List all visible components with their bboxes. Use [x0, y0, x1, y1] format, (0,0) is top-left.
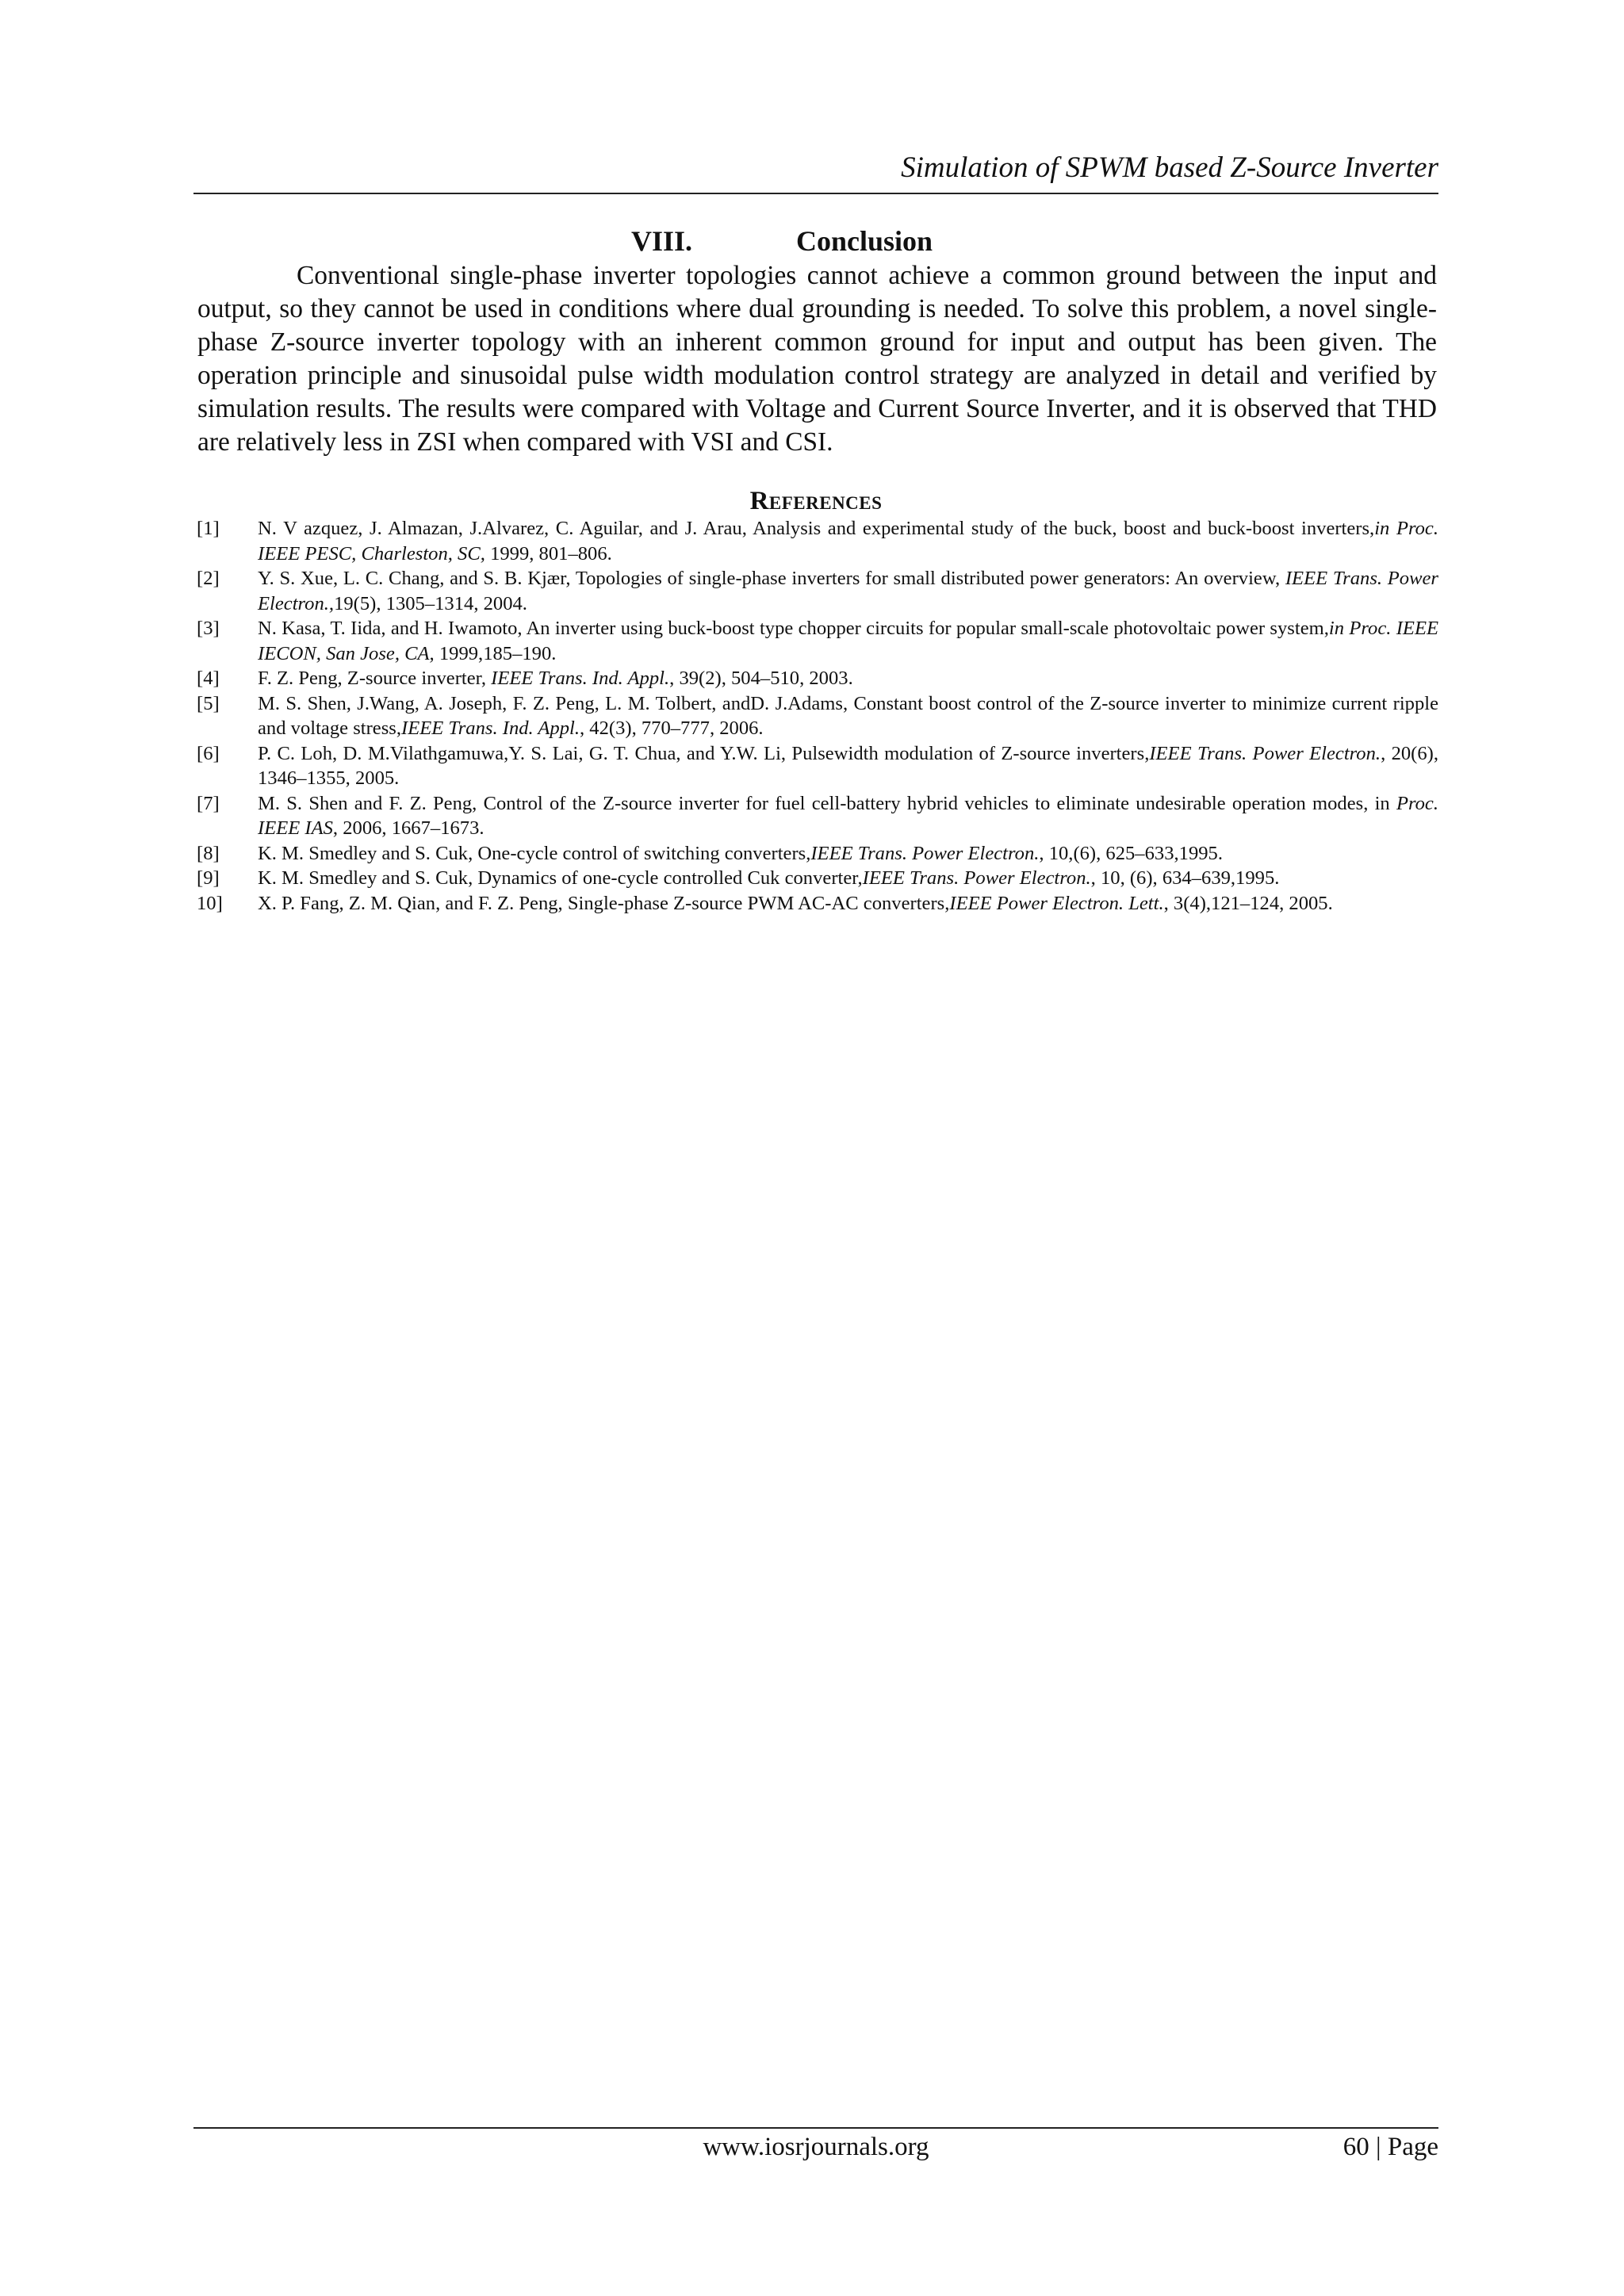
reference-venue: IEEE Trans. Power Electron. [810, 842, 1040, 864]
footer-website: www.iosrjournals.org [703, 2133, 929, 2161]
header-rule [193, 193, 1438, 194]
reference-venue: Proc. IEEE IAS [258, 792, 1438, 839]
conclusion-paragraph: Conventional single-phase inverter topologies cannot achieve a common ground between the input and output, so they cannot be used in conditions where dual grounding is needed. To solve this problem, a novel single-phase Z-source inverter topology with an inherent common ground for input and output has been given. The operation principle and sinusoidal pulse width modulation control strategy are analyzed in detail and verified by simulation results. The results were compared with Voltage and Current Source Inverter, and it is observed that THD are relatively less in ZSI when compared with VSI and CSI. [197, 261, 1437, 457]
reference-text: F. Z. Peng, Z-source inverter, [258, 668, 492, 689]
running-header: Simulation of SPWM based Z-Source Inverter [901, 151, 1438, 184]
reference-text: M. S. Shen, J.Wang, A. Joseph, F. Z. Peng, L. M. Tolbert, andD. J.Adams, Constant boost control of the Z-source inverter to minimize current ripple and voltage stress, [258, 692, 1438, 739]
reference-text: K. M. Smedley and S. Cuk, Dynamics of one-cycle controlled Cuk converter, [258, 867, 863, 889]
reference-details: , 20(6), 1346–1355, 2005. [258, 742, 1439, 789]
reference-item-5 [197, 691, 1438, 741]
reference-details: , 10,(6), 625–633,1995. [1039, 842, 1223, 864]
reference-details: , 3(4),121–124, 2005. [1163, 892, 1333, 914]
reference-item-6 [197, 741, 1438, 791]
reference-number: [9] [197, 867, 220, 889]
reference-item-7 [197, 791, 1438, 841]
reference-list [197, 516, 1438, 916]
reference-text: P. C. Loh, D. M.Vilathgamuwa,Y. S. Lai, G. T. Chua, and Y.W. Li, Pulsewidth modulation of Z-source inverters, [258, 742, 1150, 764]
reference-item-8 [197, 841, 1438, 867]
reference-venue: IEEE Trans. Power Electron., [258, 568, 1438, 614]
reference-text: M. S. Shen and F. Z. Peng, Control of the Z-source inverter for fuel cell-battery hybrid vehicles to eliminate undesirable operation modes, in [258, 792, 1396, 814]
reference-text: N. Kasa, T. Iida, and H. Iwamoto, An inverter using buck-boost type chopper circuits for popular small-scale photovoltaic power system, [258, 618, 1329, 639]
reference-details: , 2006, 1667–1673. [332, 817, 485, 839]
reference-item-10 [197, 891, 1438, 916]
reference-venue: IEEE Trans. Ind. Appl. [401, 718, 580, 739]
reference-venue: IEEE Power Electron. Lett. [949, 892, 1164, 914]
reference-item-3 [197, 616, 1438, 666]
reference-venue: in Proc. IEEE PESC, Charleston, SC, [258, 518, 1438, 564]
reference-number: [7] [197, 792, 220, 814]
reference-number: [4] [197, 668, 220, 689]
reference-item-4 [197, 666, 1438, 691]
reference-number: [1] [197, 518, 220, 539]
reference-item-2 [197, 566, 1438, 616]
reference-text: K. M. Smedley and S. Cuk, One-cycle control of switching converters, [258, 842, 811, 864]
reference-venue: in Proc. IEEE IECON, San Jose, CA, [258, 618, 1438, 664]
reference-details: , 42(3), 770–777, 2006. [580, 718, 764, 739]
reference-number: 10] [197, 892, 223, 914]
reference-details: 19(5), 1305–1314, 2004. [334, 592, 527, 614]
footer-page-number: 60 | Page [1342, 2133, 1438, 2161]
references-heading: References [749, 487, 883, 515]
reference-text: X. P. Fang, Z. M. Qian, and F. Z. Peng, Single-phase Z-source PWM AC-AC converters, [258, 892, 950, 914]
section-heading [193, 222, 1438, 260]
reference-details: , 39(2), 504–510, 2003. [669, 668, 853, 689]
reference-number: [8] [197, 842, 220, 864]
section-number: VIII. [631, 225, 693, 257]
section-title: Conclusion [796, 225, 933, 257]
reference-number: [6] [197, 742, 220, 764]
reference-venue: IEEE Trans. Power Electron. [862, 867, 1091, 889]
reference-item-1 [197, 516, 1438, 566]
reference-details: 1999, 801–806. [485, 542, 612, 564]
reference-item-9 [197, 866, 1438, 891]
reference-number: [2] [197, 568, 220, 589]
reference-text: Y. S. Xue, L. C. Chang, and S. B. Kjær, Topologies of single-phase inverters for small distributed power generators: An overview, [258, 568, 1285, 589]
reference-venue: IEEE Trans. Power Electron. [1149, 742, 1381, 764]
reference-text: N. V azquez, J. Almazan, J.Alvarez, C. Aguilar, and J. Arau, Analysis and experimental study of the buck, boost and buck-boost inverters, [258, 518, 1375, 539]
reference-venue: IEEE Trans. Ind. Appl. [491, 668, 670, 689]
reference-details: , 10, (6), 634–639,1995. [1090, 867, 1280, 889]
reference-number: [5] [197, 692, 220, 714]
reference-number: [3] [197, 618, 220, 639]
reference-details: 1999,185–190. [434, 642, 557, 664]
